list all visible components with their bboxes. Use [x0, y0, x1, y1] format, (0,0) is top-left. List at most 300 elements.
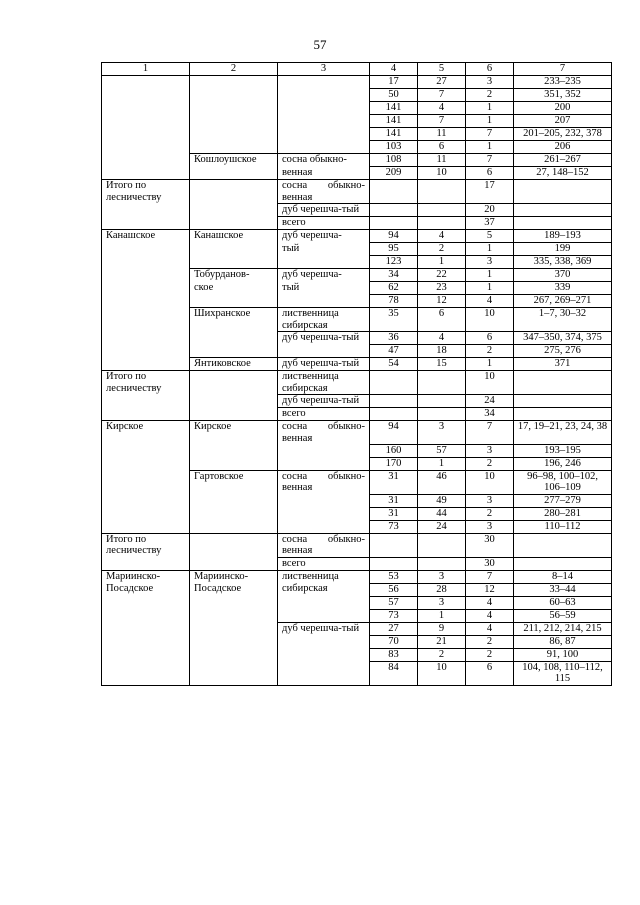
table-cell-col2	[190, 609, 278, 622]
table-cell-col4: 73	[370, 520, 418, 533]
table-cell-col5	[418, 395, 466, 408]
table-cell-col5: 15	[418, 358, 466, 371]
table-cell-col5: 9	[418, 622, 466, 635]
table-cell-col7: 1–7, 30–32	[514, 308, 612, 332]
table-cell-col2: Мариинско-	[190, 570, 278, 583]
table-cell-col7: 275, 276	[514, 345, 612, 358]
table-cell-col6: 24	[466, 395, 514, 408]
table-cell-col2	[190, 457, 278, 470]
table-cell-col4: 170	[370, 457, 418, 470]
table-cell-col7: 8–14	[514, 570, 612, 583]
table-cell-col6: 4	[466, 609, 514, 622]
table-cell-col1: Итого по лесничеству	[102, 180, 190, 204]
table-cell-col4: 103	[370, 141, 418, 154]
table-cell-col4: 50	[370, 89, 418, 102]
table-cell-col1	[102, 470, 190, 494]
table-cell-col6: 30	[466, 533, 514, 557]
table-cell-col6: 3	[466, 520, 514, 533]
table-cell-col6: 5	[466, 230, 514, 243]
header-row	[102, 63, 612, 76]
table-row	[102, 395, 612, 408]
table-cell-col4: 94	[370, 230, 418, 243]
table-cell-col6: 1	[466, 115, 514, 128]
table-cell-col4: 141	[370, 115, 418, 128]
table-cell-col3: тый	[278, 282, 370, 295]
table-cell-col6: 1	[466, 141, 514, 154]
table-cell-col6: 17	[466, 180, 514, 204]
table-cell-col2	[190, 128, 278, 141]
table-cell-col6: 1	[466, 358, 514, 371]
table-cell-col1	[102, 76, 190, 89]
table-cell-col1: Кирское	[102, 421, 190, 445]
table-cell-col7: 27, 148–152	[514, 167, 612, 180]
column-header: 2	[190, 63, 278, 76]
column-header: 4	[370, 63, 418, 76]
table-cell-col2	[190, 167, 278, 180]
table-cell-col6: 2	[466, 635, 514, 648]
table-cell-col1	[102, 128, 190, 141]
table-cell-col1	[102, 494, 190, 507]
table-cell-col2: Шихранское	[190, 308, 278, 332]
table-cell-col3	[278, 661, 370, 685]
table-cell-col4	[370, 217, 418, 230]
table-row	[102, 494, 612, 507]
table-cell-col1	[102, 408, 190, 421]
table-cell-col1	[102, 243, 190, 256]
table-cell-col6: 6	[466, 661, 514, 685]
table-cell-col5: 11	[418, 128, 466, 141]
table-cell-col7: 347–350, 374, 375	[514, 332, 612, 345]
table-cell-col2	[190, 256, 278, 269]
table-row	[102, 332, 612, 345]
table-cell-col3	[278, 635, 370, 648]
table-row	[102, 204, 612, 217]
table-cell-col7: 261–267	[514, 154, 612, 167]
table-cell-col4: 27	[370, 622, 418, 635]
table-cell-col7: 277–279	[514, 494, 612, 507]
table-cell-col1	[102, 282, 190, 295]
table-cell-col1	[102, 622, 190, 635]
table-cell-col3	[278, 345, 370, 358]
table-cell-col1	[102, 295, 190, 308]
table-row	[102, 648, 612, 661]
table-cell-col1	[102, 141, 190, 154]
table-cell-col5: 49	[418, 494, 466, 507]
table-cell-col2: Янтиковское	[190, 358, 278, 371]
table-cell-col5: 24	[418, 520, 466, 533]
table-cell-col7: 351, 352	[514, 89, 612, 102]
table-cell-col6: 3	[466, 494, 514, 507]
table-cell-col3	[278, 457, 370, 470]
table-cell-col2	[190, 102, 278, 115]
table-row	[102, 180, 612, 204]
table-cell-col6: 4	[466, 295, 514, 308]
table-cell-col2	[190, 622, 278, 635]
table-cell-col6: 7	[466, 421, 514, 445]
page-number: 57	[313, 37, 327, 52]
table-cell-col4: 56	[370, 583, 418, 596]
table-cell-col4: 123	[370, 256, 418, 269]
column-header: 5	[418, 63, 466, 76]
table-cell-col3	[278, 128, 370, 141]
table-cell-col7	[514, 180, 612, 204]
table-cell-col4: 53	[370, 570, 418, 583]
table-row	[102, 141, 612, 154]
table-cell-col1	[102, 89, 190, 102]
table-cell-col7: 371	[514, 358, 612, 371]
table-cell-col4: 34	[370, 269, 418, 282]
table-cell-col5: 23	[418, 282, 466, 295]
table-cell-col4	[370, 180, 418, 204]
table-cell-col4: 57	[370, 596, 418, 609]
table-cell-col1: Мариинско-	[102, 570, 190, 583]
column-header: 3	[278, 63, 370, 76]
table-cell-col7: 104, 108, 110–112, 115	[514, 661, 612, 685]
table-cell-col5	[418, 180, 466, 204]
table-cell-col6: 2	[466, 507, 514, 520]
table-row	[102, 622, 612, 635]
table-cell-col7: 280–281	[514, 507, 612, 520]
table-cell-col4: 17	[370, 76, 418, 89]
table-cell-col3: дуб черешча-тый	[278, 204, 370, 217]
table-cell-col5: 22	[418, 269, 466, 282]
table-row	[102, 76, 612, 89]
table-cell-col4: 31	[370, 507, 418, 520]
table-cell-col1: Посадское	[102, 583, 190, 596]
table-cell-col1	[102, 609, 190, 622]
table-cell-col6: 2	[466, 457, 514, 470]
table-cell-col6: 1	[466, 282, 514, 295]
table-cell-col2	[190, 635, 278, 648]
table-cell-col5	[418, 371, 466, 395]
table-cell-col1	[102, 457, 190, 470]
table-cell-col2: Кирское	[190, 421, 278, 445]
table-cell-col3	[278, 596, 370, 609]
table-cell-col2: Канашское	[190, 230, 278, 243]
table-cell-col1	[102, 102, 190, 115]
table-cell-col3	[278, 141, 370, 154]
table-cell-col7	[514, 371, 612, 395]
table-row	[102, 89, 612, 102]
table-cell-col5: 27	[418, 76, 466, 89]
table-row	[102, 596, 612, 609]
table-cell-col5: 3	[418, 421, 466, 445]
table-cell-col5: 11	[418, 154, 466, 167]
table-cell-col4	[370, 533, 418, 557]
table-cell-col2	[190, 243, 278, 256]
table-cell-col5	[418, 204, 466, 217]
table-cell-col5: 4	[418, 230, 466, 243]
table-row	[102, 583, 612, 596]
table-cell-col5: 21	[418, 635, 466, 648]
table-cell-col3: сосна обыкно-венная	[278, 180, 370, 204]
table-cell-col7	[514, 204, 612, 217]
table-cell-col4: 70	[370, 635, 418, 648]
table-cell-col5: 7	[418, 89, 466, 102]
table-cell-col7: 267, 269–271	[514, 295, 612, 308]
table-cell-col3: венная	[278, 167, 370, 180]
forest-table	[101, 62, 612, 686]
table-cell-col3	[278, 102, 370, 115]
table-cell-col4	[370, 557, 418, 570]
table-row	[102, 557, 612, 570]
table-row	[102, 230, 612, 243]
table-row	[102, 308, 612, 332]
table-cell-col4: 95	[370, 243, 418, 256]
table-cell-col2	[190, 217, 278, 230]
column-header: 6	[466, 63, 514, 76]
table-cell-col2	[190, 648, 278, 661]
table-cell-col6: 3	[466, 76, 514, 89]
table-cell-col5: 7	[418, 115, 466, 128]
table-cell-col7: 207	[514, 115, 612, 128]
table-cell-col7: 199	[514, 243, 612, 256]
table-cell-col2: Тобурданов-	[190, 269, 278, 282]
table-cell-col5: 57	[418, 444, 466, 457]
table-cell-col3: лиственница	[278, 570, 370, 583]
table-cell-col7: 96–98, 100–102, 106–109	[514, 470, 612, 494]
table-cell-col4: 141	[370, 102, 418, 115]
table-cell-col7: 200	[514, 102, 612, 115]
table-cell-col3: сосна обыкно-	[278, 154, 370, 167]
table-row	[102, 635, 612, 648]
table-cell-col1	[102, 557, 190, 570]
table-cell-col4	[370, 395, 418, 408]
table-cell-col3: всего	[278, 408, 370, 421]
table-cell-col5: 3	[418, 570, 466, 583]
table-cell-col1: Итого по лесничеству	[102, 533, 190, 557]
table-cell-col7: 370	[514, 269, 612, 282]
table-body	[102, 76, 612, 686]
table-cell-col6: 3	[466, 444, 514, 457]
table-row	[102, 421, 612, 445]
table-cell-col2	[190, 596, 278, 609]
table-cell-col4: 62	[370, 282, 418, 295]
table-cell-col5: 18	[418, 345, 466, 358]
table-cell-col7: 110–112	[514, 520, 612, 533]
table-row	[102, 167, 612, 180]
table-cell-col4: 141	[370, 128, 418, 141]
table-cell-col6: 7	[466, 154, 514, 167]
table-cell-col6: 10	[466, 470, 514, 494]
table-cell-col3	[278, 507, 370, 520]
table-cell-col1	[102, 395, 190, 408]
table-cell-col2	[190, 408, 278, 421]
table-cell-col3: лиственница сибирская	[278, 308, 370, 332]
table-row	[102, 408, 612, 421]
table-cell-col3: всего	[278, 217, 370, 230]
table-cell-col5: 3	[418, 596, 466, 609]
table-cell-col5: 1	[418, 256, 466, 269]
table-cell-col7: 201–205, 232, 378	[514, 128, 612, 141]
table-row	[102, 256, 612, 269]
table-cell-col7: 189–193	[514, 230, 612, 243]
table-cell-col5: 10	[418, 167, 466, 180]
table-cell-col4: 36	[370, 332, 418, 345]
table-cell-col7: 33–44	[514, 583, 612, 596]
table-cell-col4: 54	[370, 358, 418, 371]
table-cell-col3: всего	[278, 557, 370, 570]
table-cell-col2	[190, 533, 278, 557]
table-cell-col6: 2	[466, 89, 514, 102]
table-cell-col3	[278, 115, 370, 128]
table-cell-col6: 10	[466, 371, 514, 395]
table-row	[102, 371, 612, 395]
table-cell-col4: 31	[370, 470, 418, 494]
table-cell-col2	[190, 115, 278, 128]
table-row	[102, 470, 612, 494]
column-header: 1	[102, 63, 190, 76]
table-cell-col6: 6	[466, 167, 514, 180]
table-cell-col6: 2	[466, 648, 514, 661]
table-cell-col2	[190, 141, 278, 154]
table-cell-col4: 35	[370, 308, 418, 332]
table-cell-col6: 1	[466, 269, 514, 282]
table-cell-col3: дуб черешча-	[278, 269, 370, 282]
table-cell-col1	[102, 507, 190, 520]
table-cell-col2: ское	[190, 282, 278, 295]
table-cell-col2	[190, 507, 278, 520]
table-cell-col6: 4	[466, 596, 514, 609]
table-cell-col6: 6	[466, 332, 514, 345]
table-cell-col6: 4	[466, 622, 514, 635]
table-cell-col7: 335, 338, 369	[514, 256, 612, 269]
table-row	[102, 154, 612, 167]
table-cell-col3: дуб черешча-тый	[278, 622, 370, 635]
table-cell-col2	[190, 204, 278, 217]
table-cell-col7: 206	[514, 141, 612, 154]
table-row	[102, 243, 612, 256]
table-row	[102, 358, 612, 371]
table-cell-col2	[190, 520, 278, 533]
table-row	[102, 609, 612, 622]
table-cell-col1	[102, 217, 190, 230]
table-cell-col1	[102, 269, 190, 282]
table-cell-col1	[102, 444, 190, 457]
table-cell-col3: лиственница сибирская	[278, 371, 370, 395]
table-cell-col4: 160	[370, 444, 418, 457]
table-cell-col7: 17, 19–21, 23, 24, 38	[514, 421, 612, 445]
table-cell-col1	[102, 635, 190, 648]
table-cell-col4: 209	[370, 167, 418, 180]
table-cell-col7: 339	[514, 282, 612, 295]
table-cell-col6: 3	[466, 256, 514, 269]
table-cell-col7: 86, 87	[514, 635, 612, 648]
table-cell-col6: 2	[466, 345, 514, 358]
table-cell-col7: 56–59	[514, 609, 612, 622]
table-cell-col4: 47	[370, 345, 418, 358]
table-cell-col6: 34	[466, 408, 514, 421]
table-row	[102, 217, 612, 230]
table-cell-col5: 46	[418, 470, 466, 494]
table-cell-col6: 37	[466, 217, 514, 230]
table-cell-col7: 91, 100	[514, 648, 612, 661]
table-cell-col6: 30	[466, 557, 514, 570]
table-cell-col4: 73	[370, 609, 418, 622]
table-cell-col1	[102, 204, 190, 217]
table-cell-col2: Посадское	[190, 583, 278, 596]
table-row	[102, 457, 612, 470]
table-row	[102, 444, 612, 457]
table-cell-col6: 10	[466, 308, 514, 332]
table-cell-col2	[190, 557, 278, 570]
table-cell-col1	[102, 154, 190, 167]
table-cell-col4: 83	[370, 648, 418, 661]
table-cell-col5: 6	[418, 141, 466, 154]
table-cell-col5	[418, 557, 466, 570]
table-cell-col5: 6	[418, 308, 466, 332]
table-row	[102, 520, 612, 533]
table-row	[102, 102, 612, 115]
table-cell-col3: сибирская	[278, 583, 370, 596]
table-cell-col1	[102, 256, 190, 269]
table-cell-col4	[370, 204, 418, 217]
table-cell-col5: 28	[418, 583, 466, 596]
table-cell-col5: 4	[418, 102, 466, 115]
table-cell-col3: сосна обыкно-венная	[278, 421, 370, 445]
table-cell-col5	[418, 533, 466, 557]
table-cell-col5: 2	[418, 648, 466, 661]
table-cell-col5: 4	[418, 332, 466, 345]
table-cell-col2	[190, 89, 278, 102]
table-cell-col2: Гартовское	[190, 470, 278, 494]
table-cell-col6: 1	[466, 102, 514, 115]
table-cell-col3: сосна обыкно-венная	[278, 470, 370, 494]
table-cell-col4: 108	[370, 154, 418, 167]
table-cell-col5: 44	[418, 507, 466, 520]
table-cell-col7: 196, 246	[514, 457, 612, 470]
table-cell-col3	[278, 256, 370, 269]
table-cell-col4: 78	[370, 295, 418, 308]
table-cell-col7: 233–235	[514, 76, 612, 89]
table-row	[102, 533, 612, 557]
table-cell-col3	[278, 609, 370, 622]
table-cell-col2	[190, 661, 278, 685]
table-row	[102, 345, 612, 358]
table-cell-col2	[190, 494, 278, 507]
table-cell-col7	[514, 217, 612, 230]
table-cell-col5: 1	[418, 457, 466, 470]
table-cell-col2	[190, 332, 278, 345]
table-cell-col3	[278, 648, 370, 661]
table-cell-col1	[102, 661, 190, 685]
table-cell-col6: 7	[466, 128, 514, 141]
table-cell-col3: дуб черешча-тый	[278, 332, 370, 345]
table-row	[102, 661, 612, 685]
column-header: 7	[514, 63, 612, 76]
table-cell-col2	[190, 76, 278, 89]
table-cell-col4	[370, 408, 418, 421]
table-cell-col4	[370, 371, 418, 395]
table-cell-col3	[278, 89, 370, 102]
table-cell-col2	[190, 395, 278, 408]
table-cell-col3	[278, 295, 370, 308]
table-cell-col1	[102, 520, 190, 533]
table-cell-col1	[102, 648, 190, 661]
table-cell-col4: 94	[370, 421, 418, 445]
table-cell-col3	[278, 76, 370, 89]
table-cell-col3	[278, 444, 370, 457]
table-cell-col6: 7	[466, 570, 514, 583]
table-cell-col7: 193–195	[514, 444, 612, 457]
table-cell-col6: 1	[466, 243, 514, 256]
table-row	[102, 269, 612, 282]
table-cell-col7	[514, 408, 612, 421]
table-row	[102, 295, 612, 308]
table-cell-col7	[514, 557, 612, 570]
table-cell-col1	[102, 358, 190, 371]
table-cell-col3: сосна обыкно-венная	[278, 533, 370, 557]
